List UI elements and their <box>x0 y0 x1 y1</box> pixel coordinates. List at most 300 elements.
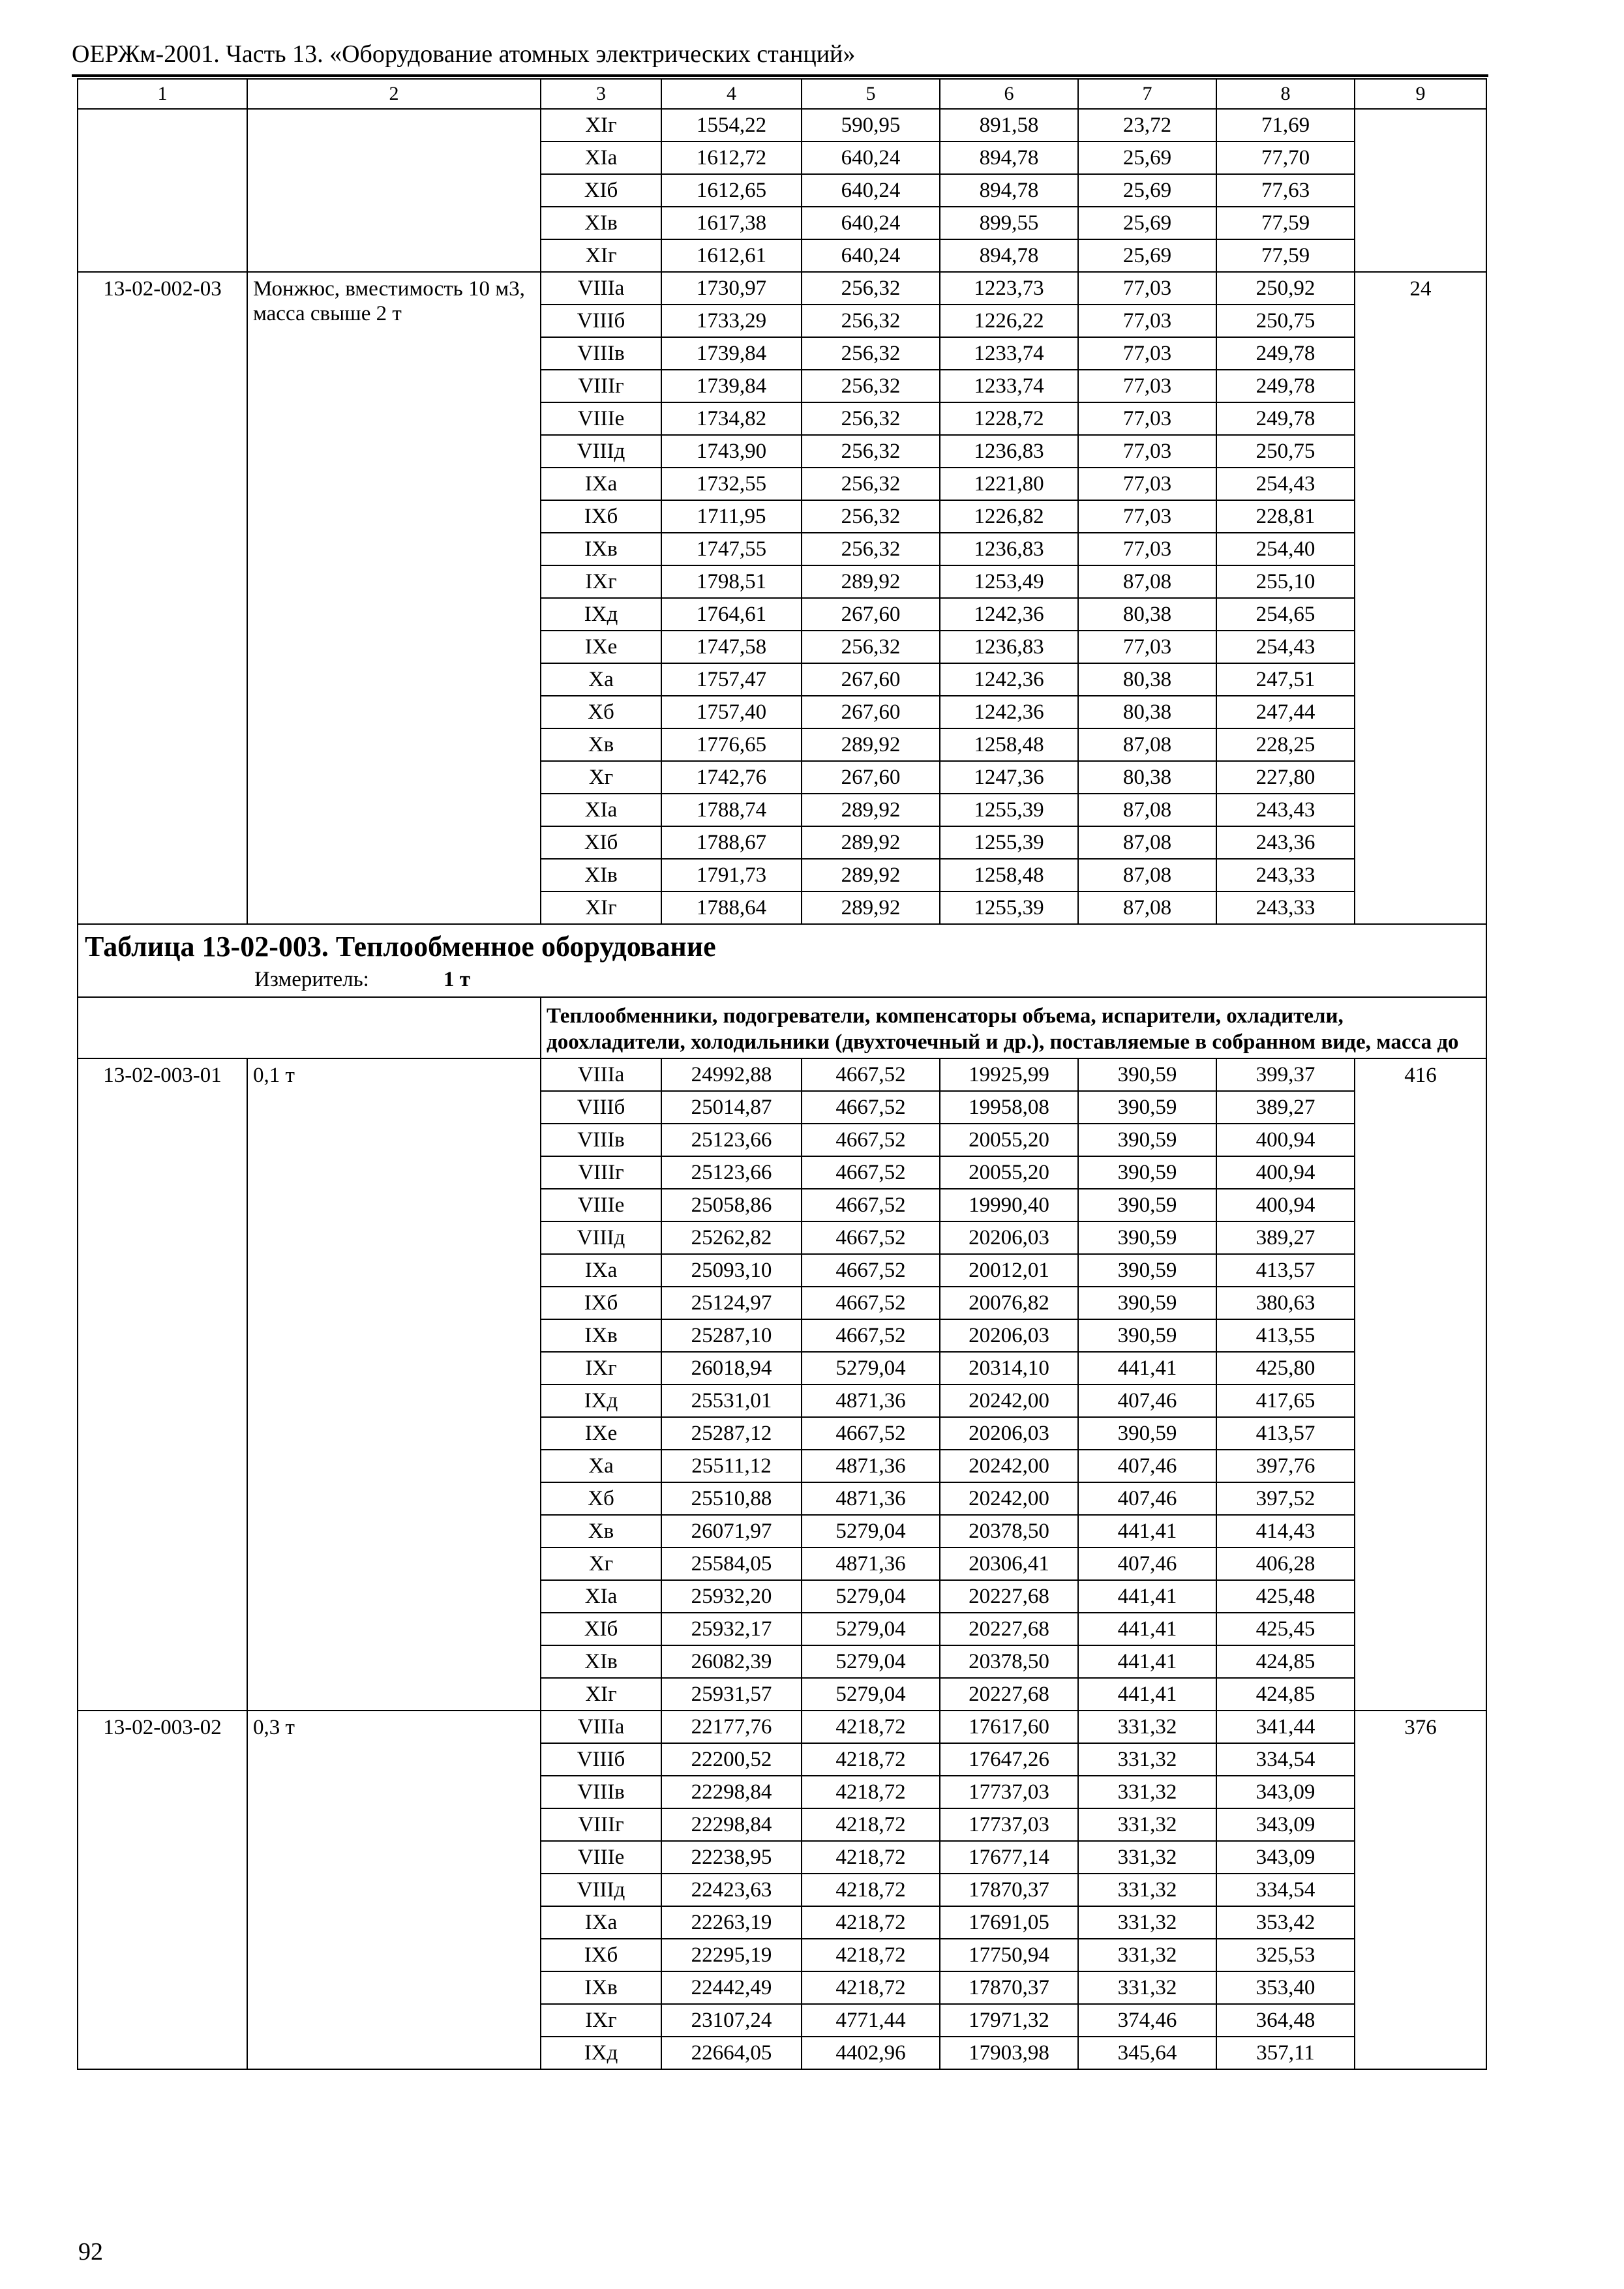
value-cell: 1788,67 <box>661 826 802 859</box>
value-cell: 243,43 <box>1216 794 1355 826</box>
value-cell: 26018,94 <box>661 1352 802 1384</box>
value-cell: 20206,03 <box>940 1417 1078 1450</box>
value-cell: 390,59 <box>1078 1156 1216 1189</box>
value-cell: 1747,55 <box>661 533 802 565</box>
value-cell: 77,63 <box>1216 174 1355 207</box>
value-cell: 343,09 <box>1216 1808 1355 1841</box>
zone-code: XIб <box>541 1613 661 1645</box>
value-cell: 334,54 <box>1216 1874 1355 1906</box>
value-cell: 640,24 <box>802 142 940 174</box>
page-header: ОЕРЖм-2001. Часть 13. «Оборудование атомных электрических станций» <box>72 40 856 68</box>
value-cell: 5279,04 <box>802 1515 940 1548</box>
zone-code: XIа <box>541 794 661 826</box>
value-cell: 390,59 <box>1078 1287 1216 1319</box>
value-cell: 254,65 <box>1216 598 1355 631</box>
table-row <box>78 109 1486 142</box>
labor-cost: 24 <box>1355 272 1486 924</box>
section-caption <box>78 924 1486 997</box>
value-cell: 23107,24 <box>661 2004 802 2037</box>
value-cell: 345,64 <box>1078 2037 1216 2069</box>
value-cell: 1612,61 <box>661 239 802 272</box>
value-cell: 1617,38 <box>661 207 802 239</box>
column-number-row <box>78 79 1486 109</box>
value-cell: 1258,48 <box>940 728 1078 761</box>
value-cell: 22442,49 <box>661 1971 802 2004</box>
value-cell: 20012,01 <box>940 1254 1078 1287</box>
value-cell: 400,94 <box>1216 1156 1355 1189</box>
value-cell: 4667,52 <box>802 1058 940 1091</box>
value-cell: 20227,68 <box>940 1580 1078 1613</box>
value-cell: 250,75 <box>1216 305 1355 337</box>
value-cell: 397,76 <box>1216 1450 1355 1482</box>
value-cell: 1255,39 <box>940 826 1078 859</box>
value-cell: 256,32 <box>802 272 940 305</box>
value-cell: 256,32 <box>802 370 940 402</box>
value-cell: 23,72 <box>1078 109 1216 142</box>
column-number: 3 <box>541 79 661 109</box>
value-cell: 357,11 <box>1216 2037 1355 2069</box>
value-cell: 25058,86 <box>661 1189 802 1221</box>
value-cell: 22664,05 <box>661 2037 802 2069</box>
value-cell: 441,41 <box>1078 1678 1216 1711</box>
value-cell: 407,46 <box>1078 1482 1216 1515</box>
value-cell: 4218,72 <box>802 1743 940 1776</box>
value-cell: 25287,10 <box>661 1319 802 1352</box>
value-cell: 390,59 <box>1078 1189 1216 1221</box>
value-cell: 1776,65 <box>661 728 802 761</box>
value-cell: 289,92 <box>802 826 940 859</box>
zone-code: VIIIе <box>541 1189 661 1221</box>
zone-code: IXв <box>541 1971 661 2004</box>
column-number: 8 <box>1216 79 1355 109</box>
value-cell: 441,41 <box>1078 1613 1216 1645</box>
value-cell: 331,32 <box>1078 1939 1216 1971</box>
zone-code: Xг <box>541 761 661 794</box>
value-cell: 267,60 <box>802 663 940 696</box>
section-caption-row <box>78 924 1486 997</box>
value-cell: 26082,39 <box>661 1645 802 1678</box>
value-cell: 249,78 <box>1216 337 1355 370</box>
value-cell: 1788,74 <box>661 794 802 826</box>
value-cell: 77,70 <box>1216 142 1355 174</box>
zone-code: VIIIе <box>541 1841 661 1874</box>
zone-code: XIв <box>541 859 661 891</box>
value-cell: 390,59 <box>1078 1254 1216 1287</box>
value-cell: 25123,66 <box>661 1124 802 1156</box>
value-cell: 20227,68 <box>940 1613 1078 1645</box>
value-cell: 4667,52 <box>802 1221 940 1254</box>
zone-code: IXа <box>541 468 661 500</box>
value-cell: 17617,60 <box>940 1711 1078 1743</box>
value-cell: 353,42 <box>1216 1906 1355 1939</box>
column-number: 5 <box>802 79 940 109</box>
rate-name: 0,1 т <box>247 1058 541 1711</box>
value-cell: 77,03 <box>1078 272 1216 305</box>
value-cell: 1730,97 <box>661 272 802 305</box>
value-cell: 77,03 <box>1078 468 1216 500</box>
value-cell: 4218,72 <box>802 1939 940 1971</box>
value-cell: 22298,84 <box>661 1808 802 1841</box>
value-cell: 4218,72 <box>802 1711 940 1743</box>
value-cell: 17870,37 <box>940 1874 1078 1906</box>
value-cell: 228,25 <box>1216 728 1355 761</box>
value-cell: 389,27 <box>1216 1221 1355 1254</box>
value-cell: 17870,37 <box>940 1971 1078 2004</box>
value-cell: 20206,03 <box>940 1319 1078 1352</box>
value-cell: 894,78 <box>940 239 1078 272</box>
value-cell: 256,32 <box>802 631 940 663</box>
value-cell: 425,45 <box>1216 1613 1355 1645</box>
value-cell: 4667,52 <box>802 1189 940 1221</box>
value-cell: 425,48 <box>1216 1580 1355 1613</box>
value-cell: 1236,83 <box>940 533 1078 565</box>
value-cell: 407,46 <box>1078 1384 1216 1417</box>
value-cell: 250,75 <box>1216 435 1355 468</box>
column-number: 1 <box>78 79 247 109</box>
rate-code: 13-02-003-01 <box>78 1058 247 1711</box>
rate-name <box>247 109 541 272</box>
value-cell: 331,32 <box>1078 1711 1216 1743</box>
rate-name: 0,3 т <box>247 1711 541 2069</box>
value-cell: 1226,82 <box>940 500 1078 533</box>
value-cell: 77,03 <box>1078 337 1216 370</box>
value-cell: 1242,36 <box>940 663 1078 696</box>
value-cell: 87,08 <box>1078 826 1216 859</box>
value-cell: 25931,57 <box>661 1678 802 1711</box>
value-cell: 399,37 <box>1216 1058 1355 1091</box>
value-cell: 441,41 <box>1078 1645 1216 1678</box>
rate-code <box>78 109 247 272</box>
value-cell: 640,24 <box>802 174 940 207</box>
value-cell: 267,60 <box>802 598 940 631</box>
zone-code: IXв <box>541 1319 661 1352</box>
value-cell: 267,60 <box>802 696 940 728</box>
value-cell: 1223,73 <box>940 272 1078 305</box>
value-cell: 406,28 <box>1216 1548 1355 1580</box>
value-cell: 20055,20 <box>940 1124 1078 1156</box>
value-cell: 19925,99 <box>940 1058 1078 1091</box>
zone-code: XIг <box>541 239 661 272</box>
value-cell: 17647,26 <box>940 1743 1078 1776</box>
value-cell: 894,78 <box>940 142 1078 174</box>
value-cell: 77,59 <box>1216 239 1355 272</box>
value-cell: 80,38 <box>1078 598 1216 631</box>
zone-code: Xа <box>541 1450 661 1482</box>
value-cell: 331,32 <box>1078 1971 1216 2004</box>
value-cell: 424,85 <box>1216 1678 1355 1711</box>
rate-code: 13-02-002-03 <box>78 272 247 924</box>
value-cell: 4871,36 <box>802 1450 940 1482</box>
value-cell: 22200,52 <box>661 1743 802 1776</box>
value-cell: 87,08 <box>1078 859 1216 891</box>
value-cell: 1747,58 <box>661 631 802 663</box>
value-cell: 441,41 <box>1078 1515 1216 1548</box>
value-cell: 397,52 <box>1216 1482 1355 1515</box>
zone-code: VIIIе <box>541 402 661 435</box>
zone-code: IXд <box>541 598 661 631</box>
zone-code: VIIIг <box>541 1808 661 1841</box>
value-cell: 4667,52 <box>802 1124 940 1156</box>
value-cell: 4402,96 <box>802 2037 940 2069</box>
value-cell: 1742,76 <box>661 761 802 794</box>
value-cell: 20227,68 <box>940 1678 1078 1711</box>
rate-name: Монжюс, вместимость 10 м3, масса свыше 2 т <box>247 272 541 924</box>
value-cell: 374,46 <box>1078 2004 1216 2037</box>
zone-code: VIIIг <box>541 370 661 402</box>
value-cell: 20306,41 <box>940 1548 1078 1580</box>
value-cell: 17750,94 <box>940 1939 1078 1971</box>
value-cell: 390,59 <box>1078 1319 1216 1352</box>
value-cell: 4771,44 <box>802 2004 940 2037</box>
value-cell: 4218,72 <box>802 1776 940 1808</box>
value-cell: 17691,05 <box>940 1906 1078 1939</box>
value-cell: 4218,72 <box>802 1841 940 1874</box>
value-cell: 441,41 <box>1078 1580 1216 1613</box>
value-cell: 267,60 <box>802 761 940 794</box>
value-cell: 289,92 <box>802 728 940 761</box>
value-cell: 71,69 <box>1216 109 1355 142</box>
value-cell: 77,03 <box>1078 370 1216 402</box>
value-cell: 441,41 <box>1078 1352 1216 1384</box>
value-cell: 87,08 <box>1078 891 1216 924</box>
value-cell: 249,78 <box>1216 370 1355 402</box>
value-cell: 400,94 <box>1216 1189 1355 1221</box>
description-spacer <box>78 997 541 1058</box>
value-cell: 80,38 <box>1078 663 1216 696</box>
value-cell: 414,43 <box>1216 1515 1355 1548</box>
value-cell: 26071,97 <box>661 1515 802 1548</box>
unit-line <box>85 965 1479 994</box>
value-cell: 254,40 <box>1216 533 1355 565</box>
value-cell: 256,32 <box>802 402 940 435</box>
value-cell: 364,48 <box>1216 2004 1355 2037</box>
value-cell: 289,92 <box>802 859 940 891</box>
zone-code: VIIIв <box>541 337 661 370</box>
value-cell: 25511,12 <box>661 1450 802 1482</box>
zone-code: XIг <box>541 109 661 142</box>
zone-code: IXа <box>541 1254 661 1287</box>
table-body <box>78 79 1486 2069</box>
value-cell: 1233,74 <box>940 370 1078 402</box>
value-cell: 425,80 <box>1216 1352 1355 1384</box>
zone-code: IXб <box>541 1287 661 1319</box>
value-cell: 289,92 <box>802 891 940 924</box>
value-cell: 228,81 <box>1216 500 1355 533</box>
value-cell: 4667,52 <box>802 1091 940 1124</box>
value-cell: 243,33 <box>1216 891 1355 924</box>
value-cell: 4871,36 <box>802 1482 940 1515</box>
value-cell: 247,44 <box>1216 696 1355 728</box>
zone-code: XIг <box>541 891 661 924</box>
value-cell: 77,03 <box>1078 305 1216 337</box>
value-cell: 1228,72 <box>940 402 1078 435</box>
value-cell: 243,36 <box>1216 826 1355 859</box>
value-cell: 17737,03 <box>940 1808 1078 1841</box>
value-cell: 390,59 <box>1078 1221 1216 1254</box>
value-cell: 256,32 <box>802 435 940 468</box>
value-cell: 80,38 <box>1078 761 1216 794</box>
value-cell: 417,65 <box>1216 1384 1355 1417</box>
value-cell: 25510,88 <box>661 1482 802 1515</box>
zone-code: XIв <box>541 1645 661 1678</box>
value-cell: 5279,04 <box>802 1580 940 1613</box>
zone-code: VIIIд <box>541 1221 661 1254</box>
value-cell: 17737,03 <box>940 1776 1078 1808</box>
value-cell: 1739,84 <box>661 337 802 370</box>
value-cell: 331,32 <box>1078 1841 1216 1874</box>
zone-code: XIг <box>541 1678 661 1711</box>
value-cell: 4667,52 <box>802 1417 940 1450</box>
value-cell: 4667,52 <box>802 1254 940 1287</box>
value-cell: 19958,08 <box>940 1091 1078 1124</box>
value-cell: 4667,52 <box>802 1287 940 1319</box>
value-cell: 25287,12 <box>661 1417 802 1450</box>
value-cell: 1798,51 <box>661 565 802 598</box>
value-cell: 1612,72 <box>661 142 802 174</box>
value-cell: 5279,04 <box>802 1678 940 1711</box>
value-cell: 1236,83 <box>940 631 1078 663</box>
value-cell: 343,09 <box>1216 1776 1355 1808</box>
labor-cost <box>1355 109 1486 272</box>
zone-code: VIIIв <box>541 1776 661 1808</box>
value-cell: 254,43 <box>1216 631 1355 663</box>
table-row <box>78 1058 1486 1091</box>
value-cell: 1757,40 <box>661 696 802 728</box>
value-cell: 20378,50 <box>940 1515 1078 1548</box>
value-cell: 25093,10 <box>661 1254 802 1287</box>
value-cell: 1247,36 <box>940 761 1078 794</box>
table-row <box>78 1711 1486 1743</box>
value-cell: 407,46 <box>1078 1450 1216 1482</box>
value-cell: 22295,19 <box>661 1939 802 1971</box>
value-cell: 254,43 <box>1216 468 1355 500</box>
zone-code: IXе <box>541 1417 661 1450</box>
zone-code: IXб <box>541 1939 661 1971</box>
value-cell: 894,78 <box>940 174 1078 207</box>
zone-code: Xб <box>541 696 661 728</box>
rates-table <box>77 78 1487 2070</box>
value-cell: 4218,72 <box>802 1971 940 2004</box>
value-cell: 390,59 <box>1078 1124 1216 1156</box>
unit-label: Измеритель: <box>254 968 369 991</box>
zone-code: VIIIб <box>541 1091 661 1124</box>
value-cell: 343,09 <box>1216 1841 1355 1874</box>
value-cell: 331,32 <box>1078 1906 1216 1939</box>
zone-code: VIIIа <box>541 1058 661 1091</box>
value-cell: 1732,55 <box>661 468 802 500</box>
zone-code: IXг <box>541 1352 661 1384</box>
zone-code: Xг <box>541 1548 661 1580</box>
value-cell: 1554,22 <box>661 109 802 142</box>
column-number: 6 <box>940 79 1078 109</box>
value-cell: 413,55 <box>1216 1319 1355 1352</box>
value-cell: 424,85 <box>1216 1645 1355 1678</box>
value-cell: 22298,84 <box>661 1776 802 1808</box>
zone-code: IXб <box>541 500 661 533</box>
value-cell: 1743,90 <box>661 435 802 468</box>
value-cell: 77,59 <box>1216 207 1355 239</box>
value-cell: 1236,83 <box>940 435 1078 468</box>
value-cell: 1242,36 <box>940 598 1078 631</box>
value-cell: 77,03 <box>1078 500 1216 533</box>
zone-code: VIIIа <box>541 272 661 305</box>
column-number: 2 <box>247 79 541 109</box>
section-description-row <box>78 997 1486 1058</box>
value-cell: 5279,04 <box>802 1645 940 1678</box>
value-cell: 77,03 <box>1078 533 1216 565</box>
value-cell: 353,40 <box>1216 1971 1355 2004</box>
value-cell: 249,78 <box>1216 402 1355 435</box>
zone-code: XIа <box>541 1580 661 1613</box>
value-cell: 400,94 <box>1216 1124 1355 1156</box>
value-cell: 590,95 <box>802 109 940 142</box>
value-cell: 87,08 <box>1078 565 1216 598</box>
column-number: 9 <box>1355 79 1486 109</box>
section-title: Таблица 13-02-003. Теплообменное оборудование <box>85 931 716 963</box>
value-cell: 1791,73 <box>661 859 802 891</box>
value-cell: 25124,97 <box>661 1287 802 1319</box>
value-cell: 20314,10 <box>940 1352 1078 1384</box>
value-cell: 4667,52 <box>802 1156 940 1189</box>
value-cell: 4218,72 <box>802 1906 940 1939</box>
value-cell: 25123,66 <box>661 1156 802 1189</box>
value-cell: 247,51 <box>1216 663 1355 696</box>
value-cell: 1612,65 <box>661 174 802 207</box>
value-cell: 640,24 <box>802 239 940 272</box>
value-cell: 25262,82 <box>661 1221 802 1254</box>
header-rule <box>72 74 1488 77</box>
zone-code: VIIIа <box>541 1711 661 1743</box>
value-cell: 25932,17 <box>661 1613 802 1645</box>
value-cell: 407,46 <box>1078 1548 1216 1580</box>
value-cell: 77,03 <box>1078 631 1216 663</box>
value-cell: 331,32 <box>1078 1776 1216 1808</box>
value-cell: 25,69 <box>1078 174 1216 207</box>
value-cell: 17903,98 <box>940 2037 1078 2069</box>
zone-code: IXе <box>541 631 661 663</box>
zone-code: VIIIб <box>541 305 661 337</box>
value-cell: 25531,01 <box>661 1384 802 1417</box>
value-cell: 1233,74 <box>940 337 1078 370</box>
value-cell: 380,63 <box>1216 1287 1355 1319</box>
value-cell: 331,32 <box>1078 1874 1216 1906</box>
zone-code: IXг <box>541 565 661 598</box>
value-cell: 24992,88 <box>661 1058 802 1091</box>
value-cell: 20378,50 <box>940 1645 1078 1678</box>
value-cell: 87,08 <box>1078 794 1216 826</box>
value-cell: 390,59 <box>1078 1417 1216 1450</box>
zone-code: VIIIг <box>541 1156 661 1189</box>
value-cell: 25014,87 <box>661 1091 802 1124</box>
value-cell: 25584,05 <box>661 1548 802 1580</box>
value-cell: 250,92 <box>1216 272 1355 305</box>
value-cell: 20076,82 <box>940 1287 1078 1319</box>
value-cell: 1242,36 <box>940 696 1078 728</box>
zone-code: XIб <box>541 826 661 859</box>
value-cell: 325,53 <box>1216 1939 1355 1971</box>
value-cell: 256,32 <box>802 468 940 500</box>
value-cell: 22423,63 <box>661 1874 802 1906</box>
value-cell: 4871,36 <box>802 1384 940 1417</box>
value-cell: 4218,72 <box>802 1874 940 1906</box>
value-cell: 390,59 <box>1078 1091 1216 1124</box>
value-cell: 25932,20 <box>661 1580 802 1613</box>
value-cell: 255,10 <box>1216 565 1355 598</box>
value-cell: 331,32 <box>1078 1808 1216 1841</box>
value-cell: 256,32 <box>802 305 940 337</box>
zone-code: Xа <box>541 663 661 696</box>
value-cell: 25,69 <box>1078 142 1216 174</box>
